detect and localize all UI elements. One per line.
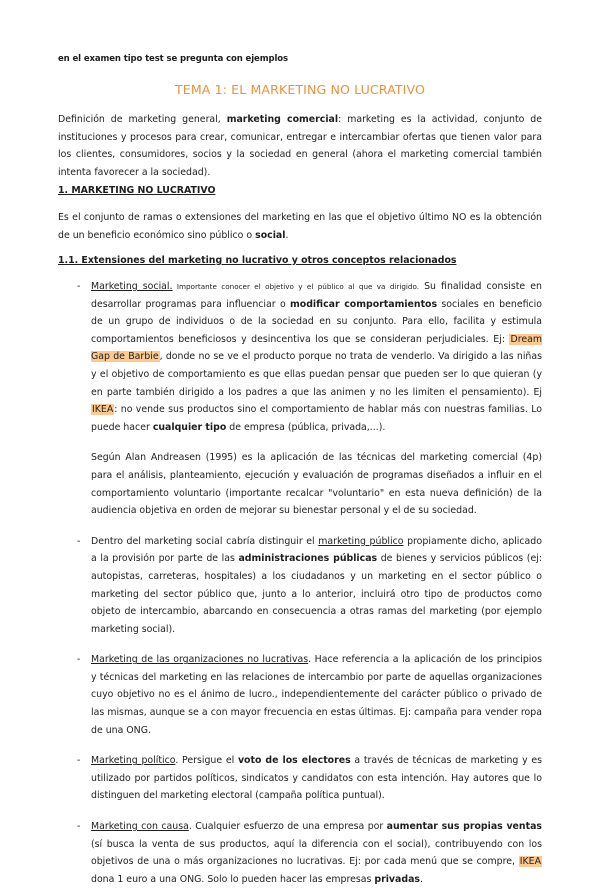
item-text: . Persigue el xyxy=(175,755,238,767)
item-bold: privadas xyxy=(374,873,420,885)
bullet-list xyxy=(58,278,542,888)
item-text: de empresa (pública, privada,...). xyxy=(226,421,386,433)
item-text: : no vende sus productos sino el comportamiento de hablar más con nuestras familias. Lo puede hacer xyxy=(91,404,542,433)
term-organizaciones: Marketing de las organizaciones no lucrativas xyxy=(91,654,309,666)
subsection-heading: 1.1. Extensiones del marketing no lucrativo y otros conceptos relacionados xyxy=(58,255,457,266)
header-note: en el examen tipo test se pregunta con ejemplos xyxy=(58,54,288,64)
bullet-dash: - xyxy=(77,755,81,767)
item-bold: modificar comportamientos xyxy=(290,298,438,310)
list-item-marketing-politico xyxy=(58,752,542,805)
item-text: de bienes y servicios públicos (ej: autopistas, carreteras, hospitales) a los ciudadanos y un marketing en el sector público o marketing del sector público que, junto a lo anterior, incluirá otro tipo de productos como objeto de intercambio, abarcando en consecuencia a otras ramas del marketing (por ejemplo marketing social). xyxy=(91,553,542,635)
item-bold: aumentar sus propias ventas xyxy=(386,821,542,833)
item-text: Su finalidad consiste en desarrollar programas para influenciar o xyxy=(91,281,542,310)
section-1-text: Es el conjunto de ramas o extensiones del marketing en las que el objetivo último NO es la obtención de un beneficio económico sino público o xyxy=(58,212,542,241)
section-1-paragraph xyxy=(58,209,542,244)
bullet-dash: - xyxy=(77,281,81,292)
section-1-heading xyxy=(58,182,542,200)
section-1-bold: social xyxy=(255,229,286,241)
andreasen-paragraph: Según Alan Andreasen (1995) es la aplicación de las técnicas del marketing comercial (4p) para el análisis, planteamiento, ejecución y evaluación de programas diseñados a influir en el comportamiento voluntario (importante recalcar "voluntario" en esta nueva definición) de la audiencia objetiva en orden de mejorar su bienestar personal y el de su sociedad. xyxy=(91,452,542,517)
bullet-dash: - xyxy=(77,535,81,547)
item-text: Dentro del marketing social cabría distinguir el xyxy=(91,535,319,547)
item-text: sociales en beneficio de un grupo de individuos o de la sociedad en su conjunto. Para ello, facilita y estimula comportamientos beneficiosos y desincentiva los que se consideran perjudiciales. Ej: xyxy=(91,298,542,345)
page-title: TEMA 1: EL MARKETING NO LUCRATIVO xyxy=(174,82,426,97)
item-bold: voto de los electores xyxy=(237,755,351,767)
item-text: dona 1 euro a una ONG. Solo lo pueden hacer las empresas xyxy=(91,873,375,885)
section-1-text-2: . xyxy=(285,229,289,241)
highlight-ikea: IKEA xyxy=(92,404,114,416)
item-text: propiamente dicho, aplicado a la provisión por parte de las xyxy=(91,535,542,565)
term-marketing-causa: Marketing con causa xyxy=(91,821,189,833)
small-note: Importante conocer el objetivo y el público al que va dirigido. xyxy=(172,282,420,291)
highlight-barbie: Dream Gap de Barbie xyxy=(91,333,542,363)
highlight-ikea: IKEA xyxy=(519,856,541,868)
intro-paragraph xyxy=(58,111,542,181)
list-item-marketing-publico xyxy=(58,533,542,639)
intro-bold: marketing comercial xyxy=(226,114,339,125)
list-item-marketing-causa xyxy=(58,818,542,888)
term-marketing-politico: Marketing político xyxy=(91,755,176,767)
bullet-dash: - xyxy=(77,821,81,833)
term-marketing-social: Marketing social. xyxy=(91,281,173,292)
list-item-marketing-social xyxy=(58,278,542,520)
term-marketing-publico: marketing público xyxy=(318,535,404,547)
item-text: (sí busca la venta de sus productos, aquí la diferencia con el social), contribuyendo con los objetivos de una o más organizaciones no lucrativas. Ej: por cada menú que se compre, xyxy=(91,838,542,868)
item-text: . xyxy=(419,873,423,885)
item-bold: administraciones públicas xyxy=(238,553,378,565)
intro-text: Definición de marketing general, xyxy=(58,114,227,125)
list-item-organizaciones xyxy=(58,651,542,739)
section-heading: 1. MARKETING NO LUCRATIVO xyxy=(58,185,216,196)
section-1-1-heading xyxy=(58,252,542,270)
bullet-dash: - xyxy=(77,654,81,666)
item-text: a través de técnicas de marketing y es utilizado por partidos políticos, sindicatos y candidatos con esta intención. Hay autores que lo distinguen del marketing electoral (campaña política puntual). xyxy=(91,755,542,802)
intro-text-2: : marketing es la actividad, conjunto de instituciones y procesos para crear, comunicar, entregar e intercambiar ofertas que tienen valor para los clientes, consumidores, socios y la sociedad en general (ahora el marketing comercial también intenta favorecer a la sociedad). xyxy=(58,114,543,178)
item-text: , donde no se ve el producto porque no trata de venderlo. Va dirigido a las niñas y el objetivo de comportamiento es que ellas puedan pensar que pueden ser lo que quieran (y en parte también dirigido a los padres a que las animen y no les limiten el pensamiento). Ej xyxy=(91,351,543,398)
item-text: . Cualquier esfuerzo de una empresa por xyxy=(188,821,387,833)
item-bold: cualquier tipo xyxy=(152,421,227,433)
item-text: . Hace referencia a la aplicación de los principios y técnicas del marketing en las relaciones de intercambio por parte de aquellas organizaciones cuyo objetivo no es el ánimo de lucro., independientemente del carácter público o privado de las mismas, aunque se a con mayor frecuencia en estas últimas. Ej: campaña para vender ropa de una ONG. xyxy=(91,654,542,736)
